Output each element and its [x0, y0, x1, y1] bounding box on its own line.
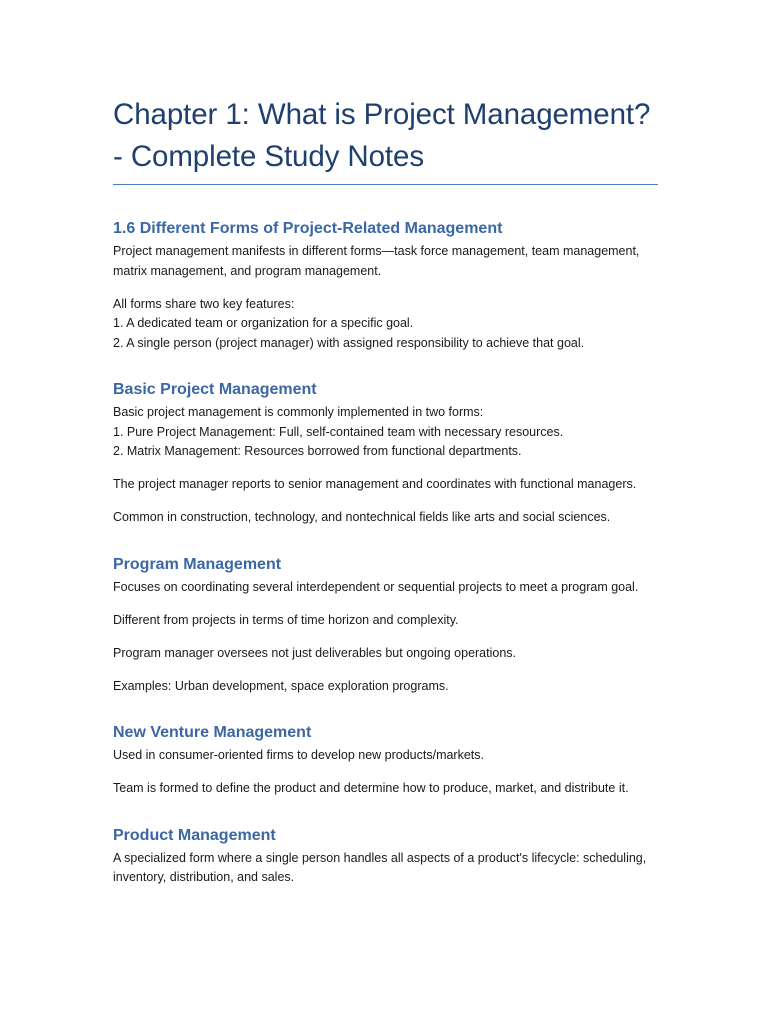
paragraph: A specialized form where a single person handles all aspects of a product's lifecycle: scheduling, inventory, distribution, and sales. — [113, 850, 647, 884]
paragraph: All forms share two key features: 1. A dedicated team or organization for a specific goal. 2. A single person (project manager) with assigned responsibility to achieve that goal. — [113, 296, 585, 350]
sections-container — [113, 219, 658, 888]
paragraph: Team is formed to define the product and determine how to produce, market, and distribute it. — [113, 781, 629, 795]
paragraph: Focuses on coordinating several interdependent or sequential projects to meet a program goal. — [113, 579, 639, 594]
section-heading: Product Management — [113, 826, 276, 844]
paragraph: The project manager reports to senior management and coordinates with functional managers. — [113, 477, 637, 491]
section-heading: 1.6 Different Forms of Project-Related Management — [113, 220, 503, 237]
paragraph: Common in construction, technology, and nontechnical fields like arts and social sciences. — [113, 510, 611, 524]
section-5 — [113, 826, 658, 888]
page-title: Chapter 1: What is Project Management? - Complete Study Notes — [113, 94, 658, 185]
document-page — [113, 94, 658, 901]
section-heading: Basic Project Management — [113, 381, 317, 398]
paragraph: Used in consumer-oriented firms to develop new products/markets. — [113, 748, 484, 762]
section-3 — [113, 555, 658, 697]
paragraph: Different from projects in terms of time horizon and complexity. — [113, 612, 459, 627]
paragraph: Basic project management is commonly implemented in two forms: 1. Pure Project Management: Full, self-contained team with necessary resources. 2. Matrix Management: Resources borrowed from functional departments. — [113, 405, 564, 458]
section-4 — [113, 723, 658, 799]
paragraph: Project management manifests in different forms—task force management, team management, matrix management, and program management. — [113, 244, 640, 278]
section-2 — [113, 380, 658, 528]
section-heading: New Venture Management — [113, 724, 312, 741]
paragraph: Examples: Urban development, space exploration programs. — [113, 678, 449, 693]
section-1 — [113, 219, 658, 353]
section-heading: Program Management — [113, 555, 282, 573]
paragraph: Program manager oversees not just deliverables but ongoing operations. — [113, 645, 517, 660]
